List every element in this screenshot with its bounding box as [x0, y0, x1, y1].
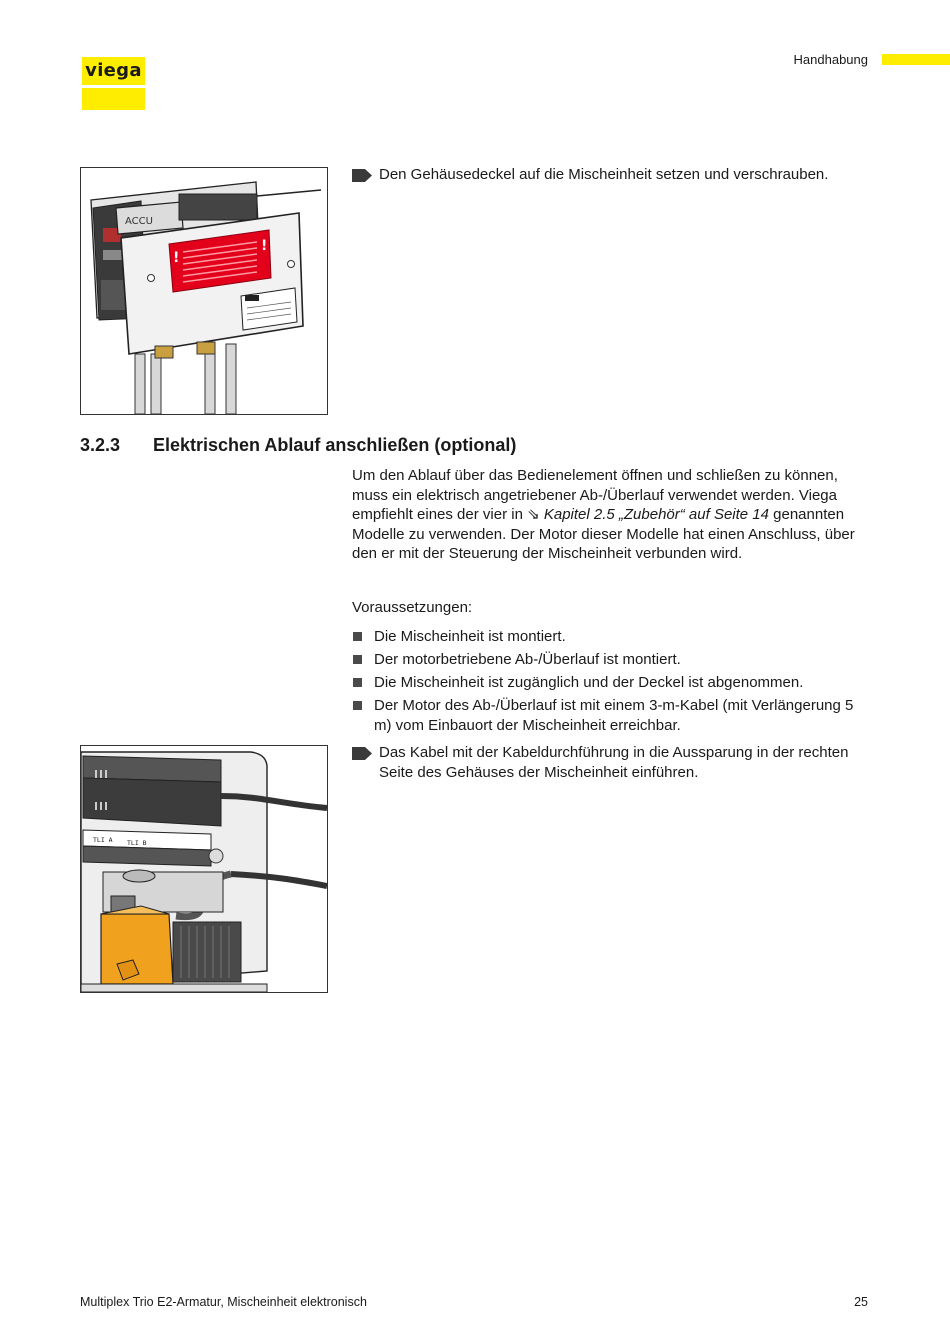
- tli-b-label: TLI B: [127, 839, 147, 847]
- section-number: 3.2.3: [80, 435, 121, 455]
- list-item-text: Der Motor des Ab-/Überlauf ist mit einem 3-m-Kabel (mit Verlängerung 5 m) vom Einbauort der Mischeinheit erreichbar.: [374, 697, 854, 734]
- action-text: Den Gehäusedeckel auf die Mischeinheit setzen und verschrauben.: [379, 166, 829, 183]
- action-step-insert-cable: [352, 743, 852, 782]
- action-arrow-icon: [352, 165, 379, 188]
- running-header: Handhabung: [793, 52, 868, 67]
- intro-paragraph: [352, 466, 867, 564]
- cross-reference-text: Kapitel 2.5 „Zubehör“ auf Seite 14: [543, 506, 769, 523]
- intro-text-part2: genannten Modelle zu verwenden. Der Motor dieser Modelle hat einen Anschluss, über den er mit der Steuerung der Mischeinheit verbunden wird.: [352, 506, 855, 562]
- bullet-square-icon: [353, 655, 362, 664]
- svg-text:!: !: [173, 250, 180, 266]
- bullet-square-icon: [353, 678, 362, 687]
- requirements-list: [352, 627, 867, 739]
- action-text: Das Kabel mit der Kabeldurchführung in die Aussparung in der rechten Seite des Gehäuses der Mischeinheit einführen.: [379, 744, 849, 781]
- list-item: [352, 650, 867, 670]
- action-step-close-cover: [352, 165, 872, 188]
- viega-logo: [82, 57, 145, 85]
- bullet-square-icon: [353, 701, 362, 710]
- footer-document-title: Multiplex Trio E2-Armatur, Mischeinheit elektronisch: [80, 1295, 367, 1309]
- list-item-text: Der motorbetriebene Ab-/Überlauf ist montiert.: [374, 651, 681, 668]
- list-item: [352, 627, 867, 647]
- link-arrow-icon: ⇘: [527, 506, 544, 523]
- svg-text:!: !: [261, 238, 268, 254]
- list-item: [352, 696, 867, 735]
- figure-housing-cover: [80, 167, 328, 415]
- requirements-label: Voraussetzungen:: [352, 599, 473, 616]
- header-yellow-bar: [882, 54, 950, 65]
- action-arrow-icon: [352, 743, 379, 782]
- footer-page-number: 25: [854, 1295, 868, 1309]
- logo-text: viega: [85, 60, 142, 81]
- intro-text-part1: Um den Ablauf über das Bedienelement öffnen und schließen zu können, muss ein elektrisch angetriebener Ab-/Überlauf verwendet werden. Viega empfiehlt eines der vier in: [352, 467, 838, 523]
- cable-insertion-illustration: [81, 746, 327, 992]
- section-heading: [80, 435, 516, 456]
- section-title: Elektrischen Ablauf anschließen (optional): [153, 435, 517, 455]
- tli-a-label: TLI A: [93, 836, 113, 844]
- housing-cover-illustration: [81, 168, 327, 414]
- list-item: [352, 673, 867, 693]
- accu-label: ACCU: [125, 216, 153, 227]
- bullet-square-icon: [353, 632, 362, 641]
- list-item-text: Die Mischeinheit ist zugänglich und der Deckel ist abgenommen.: [374, 674, 804, 691]
- logo-yellow-bar: [82, 88, 145, 110]
- figure-cable-insertion: [80, 745, 328, 993]
- list-item-text: Die Mischeinheit ist montiert.: [374, 628, 566, 645]
- cross-reference-link[interactable]: [527, 506, 769, 523]
